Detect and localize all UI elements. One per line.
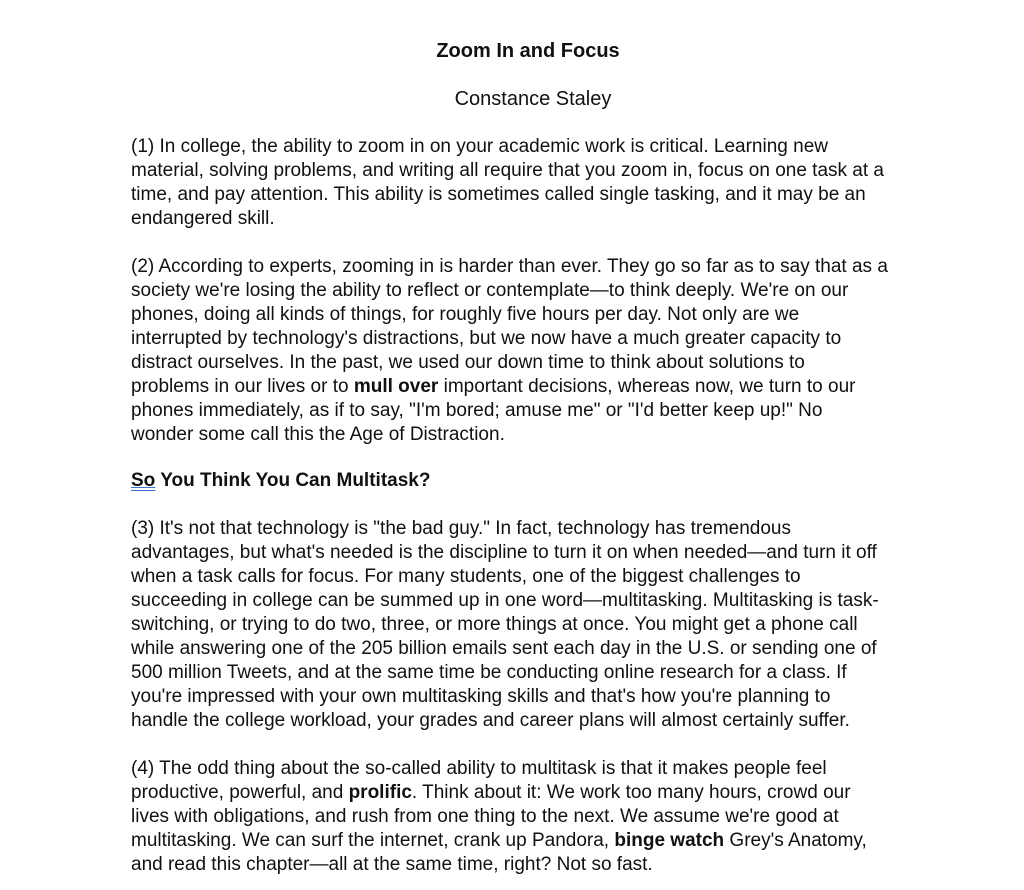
paragraph-line [131,375,951,399]
line-text: important decisions, whereas now, we turn to our [438,376,856,397]
paragraph-line: lives with obligations, and rush from one thing to the next. We assume we're good at [131,806,839,827]
paragraph-line: 500 million Tweets, and at the same time be conducting online research for a class. If [131,662,847,683]
paragraph-line: (4) The odd thing about the so-called ability to multitask is that it makes people feel [131,758,827,779]
section-heading [131,469,430,493]
document-title: Zoom In and Focus [436,40,620,62]
paragraph-line: time, and pay attention. This ability is sometimes called single tasking, and it may be an [131,184,866,205]
line-text: productive, powerful, and [131,782,349,803]
paragraph-4 [131,757,951,877]
paragraph-line: phones immediately, as if to say, "I'm bored; amuse me" or "I'd better keep up!" No [131,400,823,421]
paragraph-line: (1) In college, the ability to zoom in on your academic work is critical. Learning new [131,136,828,157]
paragraph-2 [131,255,951,447]
paragraph-line: wonder some call this the Age of Distraction. [131,424,505,445]
paragraph-line: you're impressed with your own multitasking skills and that's how you're planning to [131,686,831,707]
paragraph-line: advantages, but what's needed is the discipline to turn it on when needed—and turn it off [131,542,877,563]
paragraph-line: switching, or trying to do two, three, or more things at once. You might get a phone call [131,614,858,635]
line-text: . Think about it: We work too many hours, crowd our [411,782,851,803]
paragraph-line: society we're losing the ability to reflect or contemplate—to think deeply. We're on our [131,280,849,301]
heading-text: You Think You Can Multitask? [155,470,431,491]
paragraph-line: handle the college workload, your grades and career plans will almost certainly suffer. [131,710,850,731]
line-text: problems in our lives or to [131,376,354,397]
paragraph-line: and read this chapter—all at the same time, right? Not so fast. [131,854,653,875]
paragraph-line: while answering one of the 205 billion emails sent each day in the U.S. or sending one of [131,638,877,659]
author-name: Constance Staley [454,88,612,110]
paragraph-3 [131,517,951,733]
paragraph-line: interrupted by technology's distractions, but we now have a much greater capacity to [131,328,842,349]
paragraph-line: phones, doing all kinds of things, for roughly five hours per day. Not only are we [131,304,800,325]
bold-term-mull-over: mull over [353,376,439,397]
line-text: multitasking. We can surf the internet, crank up Pandora, [131,830,615,851]
spellcheck-underlined-word[interactable]: So [131,470,156,491]
paragraph-line: when a task calls for focus. For many students, one of the biggest challenges to [131,566,801,587]
bold-term-prolific: prolific [348,782,412,803]
paragraph-line: (2) According to experts, zooming in is harder than ever. They go so far as to say that as a [131,256,888,277]
paragraph-line: succeeding in college can be summed up in one word—multitasking. Multitasking is task- [131,590,879,611]
paragraph-line [131,781,951,805]
bold-term-binge-watch: binge watch [614,830,725,851]
paragraph-line [131,829,951,853]
paragraph-line: distract ourselves. In the past, we used our down time to think about solutions to [131,352,805,373]
paragraph-line: (3) It's not that technology is "the bad guy." In fact, technology has tremendous [131,518,791,539]
paragraph-line: endangered skill. [131,208,275,229]
paragraph-line: material, solving problems, and writing all require that you zoom in, focus on one task at a [131,160,884,181]
line-text: Grey's Anatomy, [724,830,867,851]
paragraph-1 [131,135,951,231]
